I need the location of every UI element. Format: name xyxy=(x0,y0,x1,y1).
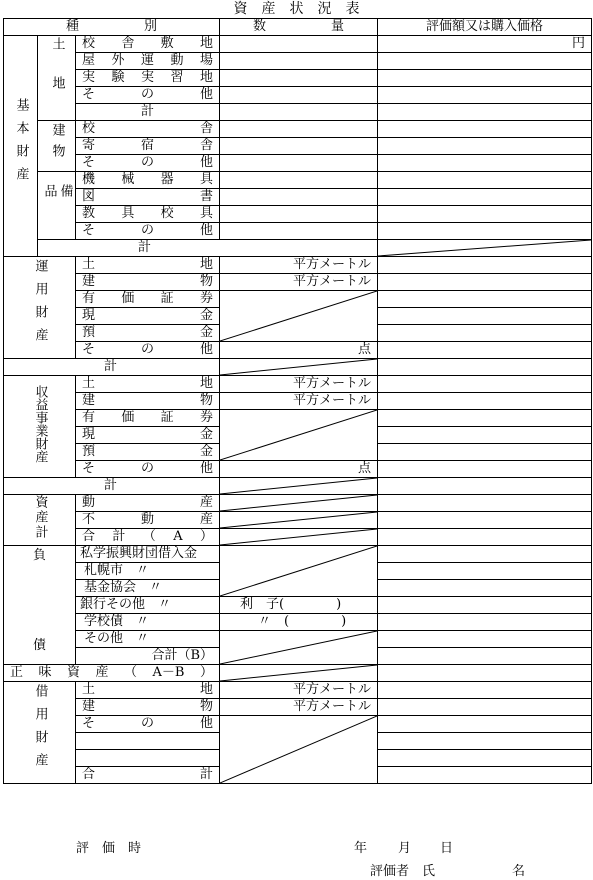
kihon-equipment-item: その他 xyxy=(76,223,220,240)
shueki-total: 計 xyxy=(4,478,220,495)
fusai-group-label xyxy=(4,546,76,665)
table-row xyxy=(4,240,592,257)
unyo-item: その他 xyxy=(76,342,220,359)
diagonal-cell xyxy=(220,716,378,784)
value-cell[interactable] xyxy=(378,325,592,342)
fusai-item: 基金協会 〃 xyxy=(76,580,220,597)
shisankei-group-label xyxy=(4,495,76,546)
table-row xyxy=(4,478,592,495)
fusai-item: 学校債 〃 xyxy=(76,614,220,631)
table-row xyxy=(4,529,592,546)
value-cell[interactable] xyxy=(378,529,592,546)
table-row xyxy=(4,665,592,682)
kihon-land-text: 土地 xyxy=(49,36,65,115)
kihon-total: 計 xyxy=(38,240,378,257)
table-row xyxy=(4,546,592,563)
points-unit: 点 xyxy=(220,461,378,478)
kihon-building-text: 建物 xyxy=(49,122,65,165)
table-row xyxy=(4,342,592,359)
value-cell[interactable] xyxy=(378,478,592,495)
value-cell[interactable] xyxy=(378,121,592,138)
table-row xyxy=(4,461,592,478)
value-cell[interactable] xyxy=(378,512,592,529)
unyo-group-label xyxy=(4,257,76,359)
quantity-cell[interactable] xyxy=(220,172,378,189)
sqm-unit: 平方メートル xyxy=(220,257,378,274)
table-row xyxy=(4,104,592,121)
diagonal-cell xyxy=(220,529,378,546)
value-cell[interactable] xyxy=(378,546,592,563)
shakuyo-item[interactable] xyxy=(76,750,220,767)
value-cell[interactable] xyxy=(378,376,592,393)
fusai-item: その他 〃 xyxy=(76,631,220,648)
asset-table xyxy=(3,18,592,784)
value-cell[interactable] xyxy=(378,291,592,308)
value-cell[interactable] xyxy=(378,342,592,359)
diagonal-cell xyxy=(220,495,378,512)
diagonal-cell xyxy=(220,631,378,665)
header-quantity: 数 量 xyxy=(220,19,378,36)
kihon-group-text: 基本財産 xyxy=(13,97,29,190)
table-row xyxy=(4,70,592,87)
table-row xyxy=(4,376,592,393)
shakuyo-item: 土地 xyxy=(76,682,220,699)
shisankei-item: 不動産 xyxy=(76,512,220,529)
shueki-item: その他 xyxy=(76,461,220,478)
fusai-item: 銀行その他 〃 xyxy=(76,597,220,614)
value-cell[interactable] xyxy=(378,206,592,223)
value-cell[interactable] xyxy=(378,257,592,274)
shakuyo-group-text: 借用財産 xyxy=(32,684,48,776)
table-row xyxy=(4,223,592,240)
diagonal-cell xyxy=(378,240,592,257)
fusai-item: 合計（B） xyxy=(76,648,220,665)
quantity-cell[interactable] xyxy=(220,121,378,138)
value-cell[interactable] xyxy=(378,665,592,682)
table-row xyxy=(4,36,592,53)
sqm-unit: 平方メートル xyxy=(220,699,378,716)
diagonal-cell xyxy=(220,291,378,342)
fusai-item: 私学振興財団借入金 xyxy=(76,546,220,563)
month-label: 月 xyxy=(398,841,412,856)
value-cell[interactable] xyxy=(378,580,592,597)
kihon-land-item: その他 xyxy=(76,87,220,104)
eval-time-label: 評 価 時 xyxy=(76,841,142,856)
header-row xyxy=(4,19,592,36)
value-cell[interactable] xyxy=(378,631,592,648)
shisankei-item: 動産 xyxy=(76,495,220,512)
shakuyo-item: その他 xyxy=(76,716,220,733)
shisankei-group-text: 資産計 xyxy=(32,495,48,540)
table-row xyxy=(4,699,592,716)
sqm-unit: 平方メートル xyxy=(220,376,378,393)
table-row xyxy=(4,274,592,291)
value-cell[interactable] xyxy=(378,648,592,665)
unyo-item: 有価証券 xyxy=(76,291,220,308)
value-cell[interactable] xyxy=(378,733,592,750)
value-cell[interactable] xyxy=(378,155,592,172)
fusai-bottom-text: 債 xyxy=(32,638,46,653)
table-row xyxy=(4,597,592,614)
value-cell[interactable] xyxy=(378,274,592,291)
value-cell[interactable] xyxy=(378,682,592,699)
table-row xyxy=(4,410,592,427)
quantity-cell[interactable] xyxy=(220,206,378,223)
kihon-group-label xyxy=(4,36,38,257)
unyo-item: 預金 xyxy=(76,325,220,342)
quantity-cell[interactable] xyxy=(220,87,378,104)
shakuyo-item: 合計 xyxy=(76,767,220,784)
interest-ditto-cell: 〃 ( ) xyxy=(220,614,378,631)
table-row xyxy=(4,716,592,733)
unyo-item: 現金 xyxy=(76,308,220,325)
table-row xyxy=(4,682,592,699)
table-row xyxy=(4,291,592,308)
diagonal-cell xyxy=(220,546,378,597)
sqm-unit: 平方メートル xyxy=(220,274,378,291)
table-row xyxy=(4,393,592,410)
value-cell[interactable] xyxy=(378,614,592,631)
value-cell[interactable] xyxy=(378,699,592,716)
value-cell[interactable] xyxy=(378,597,592,614)
quantity-cell[interactable] xyxy=(220,36,378,53)
table-row xyxy=(4,359,592,376)
value-cell[interactable] xyxy=(378,223,592,240)
kihon-building-item: 校舎 xyxy=(76,121,220,138)
value-cell[interactable] xyxy=(378,104,592,121)
interest-cell: 利 子( ) xyxy=(220,597,378,614)
shisankei-item: 合計（A） xyxy=(76,529,220,546)
value-cell[interactable] xyxy=(378,70,592,87)
day-label: 日 xyxy=(440,841,454,856)
evaluator-label: 評価者 氏 xyxy=(370,864,436,879)
value-cell[interactable] xyxy=(378,393,592,410)
yen-unit: 円 xyxy=(378,36,592,53)
kihon-equipment-item: 図書 xyxy=(76,189,220,206)
table-row xyxy=(4,121,592,138)
unyo-group-text: 運用財産 xyxy=(32,259,48,351)
diagonal-cell xyxy=(220,359,378,376)
value-cell[interactable] xyxy=(378,427,592,444)
value-cell[interactable] xyxy=(378,767,592,784)
table-row xyxy=(4,257,592,274)
shueki-item: 土地 xyxy=(76,376,220,393)
kihon-building-label xyxy=(38,121,76,172)
value-cell[interactable] xyxy=(378,189,592,206)
table-row xyxy=(4,189,592,206)
table-row xyxy=(4,87,592,104)
table-row xyxy=(4,172,592,189)
quantity-cell[interactable] xyxy=(220,138,378,155)
value-cell[interactable] xyxy=(378,716,592,733)
shueki-item: 預金 xyxy=(76,444,220,461)
value-cell[interactable] xyxy=(378,359,592,376)
value-cell[interactable] xyxy=(378,750,592,767)
diagonal-cell xyxy=(220,478,378,495)
table-row xyxy=(4,155,592,172)
kihon-land-item: 実験実習地 xyxy=(76,70,220,87)
kihon-equipment-item: 機械器具 xyxy=(76,172,220,189)
kihon-equipment-label xyxy=(38,172,76,240)
value-cell[interactable] xyxy=(378,53,592,70)
quantity-cell[interactable] xyxy=(220,223,378,240)
kihon-land-subtotal: 計 xyxy=(76,104,220,121)
table-row xyxy=(4,138,592,155)
value-cell[interactable] xyxy=(378,444,592,461)
value-cell[interactable] xyxy=(378,563,592,580)
value-cell[interactable] xyxy=(378,138,592,155)
kihon-land-item: 屋外運動場 xyxy=(76,53,220,70)
shakuyo-item[interactable] xyxy=(76,733,220,750)
table-row xyxy=(4,614,592,631)
quantity-cell[interactable] xyxy=(220,70,378,87)
value-cell[interactable] xyxy=(378,87,592,104)
header-category: 種 別 xyxy=(4,19,220,36)
kihon-equipment-text: 備品 xyxy=(41,183,73,223)
shueki-group-label xyxy=(4,376,76,478)
kihon-building-item: 寄宿舎 xyxy=(76,138,220,155)
points-unit: 点 xyxy=(220,342,378,359)
unyo-item: 土地 xyxy=(76,257,220,274)
kihon-equipment-item: 教具校具 xyxy=(76,206,220,223)
value-cell[interactable] xyxy=(378,461,592,478)
quantity-cell[interactable] xyxy=(220,155,378,172)
kihon-land-item: 校舎敷地 xyxy=(76,36,220,53)
table-row xyxy=(4,53,592,70)
diagonal-cell xyxy=(220,665,378,682)
header-value: 評価額又は購入価格 xyxy=(378,19,592,36)
quantity-cell[interactable] xyxy=(220,104,378,121)
table-row xyxy=(4,512,592,529)
table-row xyxy=(4,631,592,648)
value-cell[interactable] xyxy=(378,308,592,325)
value-cell[interactable] xyxy=(378,410,592,427)
fusai-top-text: 負 xyxy=(32,548,46,563)
shakuyo-group-label xyxy=(4,682,76,784)
shakuyo-item: 建物 xyxy=(76,699,220,716)
form-title: 資 産 状 況 表 xyxy=(233,1,360,17)
shueki-group-text: 収益事業財産 xyxy=(32,385,48,463)
unyo-item: 建物 xyxy=(76,274,220,291)
sqm-unit: 平方メートル xyxy=(220,682,378,699)
kihon-land-label xyxy=(38,36,76,121)
shueki-item: 有価証券 xyxy=(76,410,220,427)
sqm-unit: 平方メートル xyxy=(220,393,378,410)
diagonal-cell xyxy=(220,410,378,461)
table-row xyxy=(4,495,592,512)
shueki-item: 現金 xyxy=(76,427,220,444)
year-label: 年 xyxy=(354,841,368,856)
diagonal-cell xyxy=(220,512,378,529)
value-cell[interactable] xyxy=(378,495,592,512)
quantity-cell[interactable] xyxy=(220,53,378,70)
kihon-building-item: その他 xyxy=(76,155,220,172)
net-assets-label: 正味資産（A－B） xyxy=(4,665,220,682)
quantity-cell[interactable] xyxy=(220,189,378,206)
name-label: 名 xyxy=(512,864,526,879)
unyo-total: 計 xyxy=(4,359,220,376)
shueki-item: 建物 xyxy=(76,393,220,410)
value-cell[interactable] xyxy=(378,172,592,189)
fusai-item: 札幌市 〃 xyxy=(76,563,220,580)
table-row xyxy=(4,206,592,223)
